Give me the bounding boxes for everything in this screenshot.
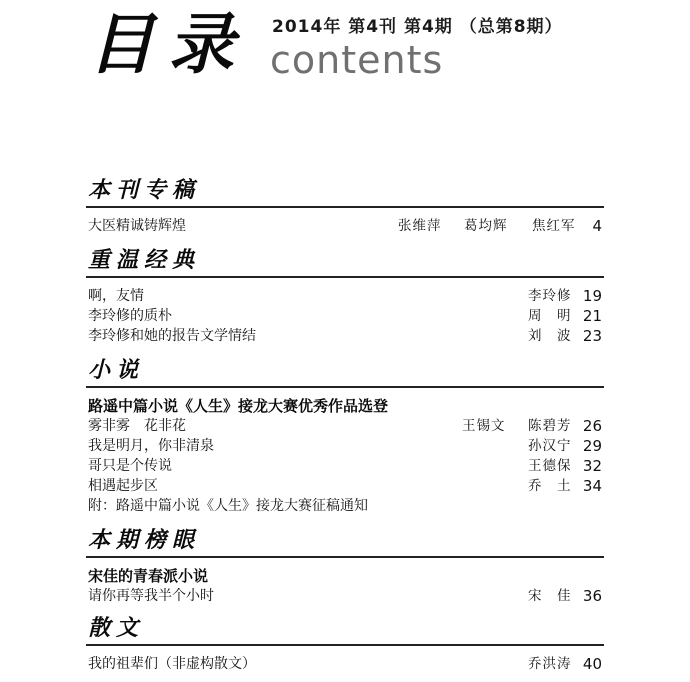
entry-title: 请你再等我半个小时 <box>88 588 214 604</box>
entry-author: 葛均辉 <box>464 218 508 234</box>
entry-title: 啊，友情 <box>88 288 144 304</box>
toc-entry[interactable] <box>88 436 604 456</box>
entry-title: 我是明月，你非清泉 <box>88 438 214 454</box>
toc-entry[interactable] <box>88 456 604 476</box>
toc-entry[interactable] <box>88 286 604 306</box>
entry-author: 陈碧芳 <box>528 418 572 434</box>
section-subhead: 路遥中篇小说《人生》接龙大赛优秀作品选登 <box>88 397 389 415</box>
entry-author: 焦红军 <box>532 218 576 234</box>
section-title-prose: 散文 <box>88 615 145 641</box>
toc-entry[interactable] <box>88 496 604 516</box>
section-title-runner-up: 本期榜眼 <box>88 527 201 553</box>
entry-author: 乔洪涛 <box>528 656 572 672</box>
entry-page: 32 <box>582 457 602 475</box>
entry-title: 李玲修和她的报告文学情结 <box>88 328 256 344</box>
section-rule <box>86 644 604 646</box>
entry-author: 王德保 <box>528 458 572 474</box>
entry-author: 孙汉宁 <box>528 438 572 454</box>
toc-entry[interactable] <box>88 654 604 674</box>
entry-page: 26 <box>582 417 602 435</box>
entry-page: 4 <box>592 217 602 235</box>
entry-author: 王锡文 <box>462 418 506 434</box>
toc-entry[interactable] <box>88 306 604 326</box>
toc-entry[interactable] <box>88 476 604 496</box>
section-title-special: 本刊专稿 <box>88 177 201 203</box>
toc-entry[interactable] <box>88 416 604 436</box>
masthead-title: 目录 <box>88 5 248 83</box>
section-rule <box>86 386 604 388</box>
section-rule <box>86 556 604 558</box>
entry-title: 大医精诚铸辉煌 <box>88 218 186 234</box>
entry-title: 附：路遥中篇小说《人生》接龙大赛征稿通知 <box>88 498 368 514</box>
entry-page: 34 <box>582 477 602 495</box>
entry-title: 我的祖辈们（非虚构散文） <box>88 656 256 672</box>
entry-page: 23 <box>582 327 602 345</box>
toc-entry[interactable] <box>88 216 604 236</box>
toc-entry[interactable] <box>88 326 604 346</box>
entry-title: 李玲修的质朴 <box>88 308 172 324</box>
section-subhead: 宋佳的青春派小说 <box>88 567 209 585</box>
entry-title: 相遇起步区 <box>88 478 158 494</box>
section-title-classics: 重温经典 <box>88 247 201 273</box>
entry-title: 哥只是个传说 <box>88 458 172 474</box>
section-rule <box>86 276 604 278</box>
toc-entry[interactable] <box>88 586 604 606</box>
section-title-fiction: 小说 <box>88 357 145 383</box>
section-rule <box>86 206 604 208</box>
entry-author: 张维萍 <box>398 218 442 234</box>
entry-page: 36 <box>582 587 602 605</box>
entry-author: 乔 土 <box>528 478 572 494</box>
entry-page: 40 <box>582 655 602 673</box>
entry-author: 周 明 <box>528 308 572 324</box>
entry-page: 21 <box>582 307 602 325</box>
issue-info: 2014年 第4刊 第4期 （总第8期） <box>272 17 563 37</box>
entry-author: 宋 佳 <box>528 588 572 604</box>
entry-page: 19 <box>582 287 602 305</box>
entry-author: 刘 波 <box>528 328 572 344</box>
entry-author: 李玲修 <box>528 288 572 304</box>
contents-heading: contents <box>270 38 444 82</box>
entry-title: 雾非雾 花非花 <box>88 418 186 434</box>
entry-page: 29 <box>582 437 602 455</box>
